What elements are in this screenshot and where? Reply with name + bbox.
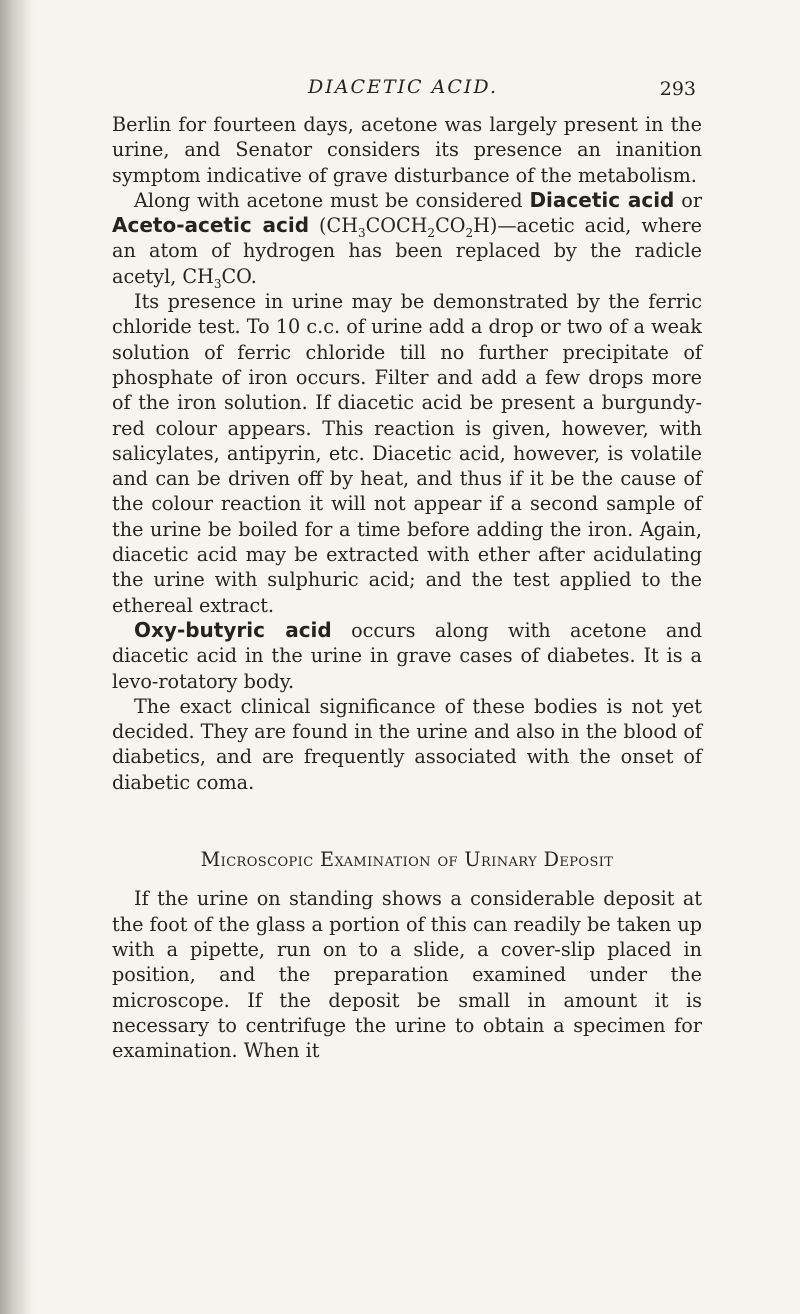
running-title: DIACETIC ACID.: [308, 76, 498, 98]
formula-subscript: 2: [427, 226, 436, 241]
paragraph-diacetic-acid: [112, 188, 702, 289]
paragraph-ferric-chloride-test: Its presence in urine may be demonstrated by the ferric chloride test. To 10 c.c. of urine add a drop or two of a weak solution of ferric chloride till no further precipitate of phosphate of iron occurs. Filter and add a few drops more of the iron solution. If diacetic acid be present a burgundy-red colour appears. This reaction is given, however, with salicylates, antipyrin, etc. Diacetic acid, however, is volatile and can be driven off by heat, and thus if it be the cause of the colour reaction it will not appear if a second sample of the urine be boiled for a time before adding the iron. Again, diacetic acid may be extracted with ether after acidulating the urine with sulphuric acid; and the test applied to the ethereal extract.: [112, 290, 702, 617]
page-body: [112, 112, 702, 1063]
term-diacetic-acid: Diacetic acid: [529, 187, 675, 212]
term-aceto-acetic-acid: Aceto-acetic acid: [112, 213, 310, 238]
binding-gutter-shadow: [0, 0, 34, 1314]
formula-subscript: 3: [357, 226, 366, 241]
paragraph-text: occurs along with acetone and diacetic acid in the urine in grave cases of diabetes. It is a levo-rotatory body.: [112, 618, 703, 693]
formula-subscript: 2: [465, 226, 474, 241]
page-number: 293: [659, 78, 696, 100]
formula-part: COCH: [365, 214, 428, 238]
paragraph-text: Along with acetone must be considered: [134, 188, 523, 212]
page-header: [0, 76, 800, 106]
paragraph-clinical-significance: The exact clinical significance of these bodies is not yet decided. They are found in the urine and also in the blood of diabetics, and are frequently associated with the onset of diabetic coma.: [112, 694, 702, 794]
formula-part: H)—acetic acid, where an atom of hydrogen has been replaced by the radicle acetyl, CH: [112, 214, 702, 288]
formula-part: (CH: [319, 214, 358, 238]
formula-subscript: 3: [213, 276, 222, 291]
paragraph-intro: Berlin for fourteen days, acetone was largely present in the urine, and Senator considers its presence an inanition symptom indicative of grave disturbance of the metabolism.: [112, 113, 702, 187]
paragraph-microscopic-examination: If the urine on standing shows a considerable deposit at the foot of the glass a portion of this can readily be taken up with a pipette, run on to a slide, a cover-slip placed in position, and the preparation examined under the microscope. If the deposit be small in amount it is necessary to centrifuge the urine to obtain a specimen for examination. When it: [112, 887, 702, 1063]
formula-part: CO: [435, 214, 466, 238]
paragraph-oxy-butyric-acid: [112, 618, 702, 694]
formula-part: CO.: [221, 264, 257, 288]
section-heading: Microscopic Examination of Urinary Deposit: [200, 848, 614, 872]
paragraph-text: or: [681, 188, 702, 212]
term-oxy-butyric-acid: Oxy-butyric acid: [134, 617, 332, 642]
